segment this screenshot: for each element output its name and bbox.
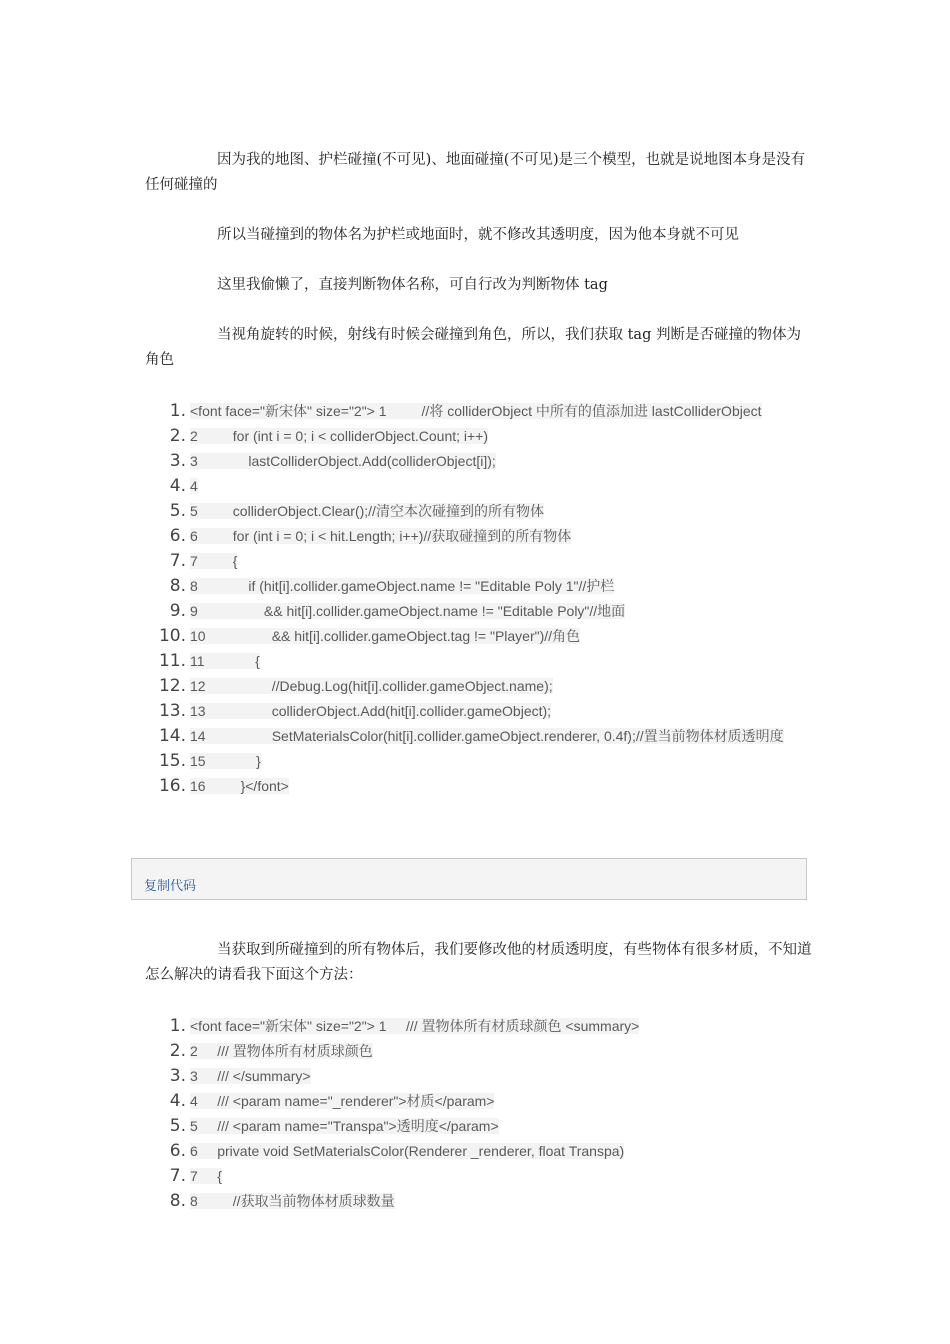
line-number: 16. bbox=[158, 776, 186, 796]
line-number: 12. bbox=[158, 676, 186, 696]
code-line bbox=[150, 1065, 820, 1087]
code-text-content: 7 { bbox=[190, 1168, 222, 1184]
code-text bbox=[190, 1190, 820, 1212]
code-text bbox=[190, 750, 820, 772]
code-text bbox=[190, 400, 820, 422]
code-text bbox=[190, 725, 820, 747]
code-line bbox=[150, 1015, 820, 1037]
code-text bbox=[190, 450, 820, 472]
line-number: 2. bbox=[169, 1041, 186, 1061]
paragraph-camera-rotation: 当视角旋转的时候，射线有时候会碰撞到角色，所以，我们获取 tag 判断是否碰撞的物体为角色 bbox=[145, 327, 801, 368]
code-text bbox=[190, 675, 820, 697]
copy-code-link[interactable]: 复制代码 bbox=[144, 879, 197, 894]
code-block-1 bbox=[150, 400, 820, 800]
code-text bbox=[190, 625, 820, 647]
code-line bbox=[150, 450, 820, 472]
code-line bbox=[150, 1165, 820, 1187]
code-block-2 bbox=[150, 1015, 820, 1215]
code-text-content: 4 bbox=[190, 478, 198, 494]
code-text-content: 9 && hit[i].collider.gameObject.name != "Editable Poly"//地面 bbox=[190, 603, 626, 619]
code-line bbox=[150, 1140, 820, 1162]
code-line bbox=[150, 1090, 820, 1112]
paragraph-materials: 当获取到所碰撞到的所有物体后，我们要修改他的材质透明度，有些物体有很多材质，不知道怎么解决的请看我下面这个方法： bbox=[145, 942, 812, 983]
code-line bbox=[150, 675, 820, 697]
code-line bbox=[150, 400, 820, 422]
code-text bbox=[190, 550, 820, 572]
code-text bbox=[190, 1090, 820, 1112]
line-number: 9. bbox=[169, 601, 186, 621]
code-text-content: 16 }</font> bbox=[190, 778, 289, 794]
code-text-content: 5 colliderObject.Clear();//清空本次碰撞到的所有物体 bbox=[190, 503, 544, 519]
code-text bbox=[190, 1115, 820, 1137]
code-line bbox=[150, 500, 820, 522]
code-text-content: 3 lastColliderObject.Add(colliderObject[i]); bbox=[190, 453, 496, 469]
code-line bbox=[150, 700, 820, 722]
code-text-content: 8 if (hit[i].collider.gameObject.name != "Editable Poly 1"//护栏 bbox=[190, 578, 615, 594]
line-number: 13. bbox=[158, 701, 186, 721]
paragraph-map-collision: 因为我的地图、护栏碰撞(不可见)、地面碰撞(不可见)是三个模型，也就是说地图本身是没有任何碰撞的 bbox=[145, 152, 806, 193]
code-text bbox=[190, 525, 820, 547]
code-text-content: 13 colliderObject.Add(hit[i].collider.gameObject); bbox=[190, 703, 552, 719]
code-text-content: 10 && hit[i].collider.gameObject.tag != "Player")//角色 bbox=[190, 628, 581, 644]
line-number: 5. bbox=[169, 1116, 186, 1136]
line-number: 5. bbox=[169, 501, 186, 521]
code-line bbox=[150, 1190, 820, 1212]
line-number: 10. bbox=[158, 626, 186, 646]
paragraph-invisible-objects: 所以当碰撞到的物体名为护栏或地面时，就不修改其透明度，因为他本身就不可见 bbox=[217, 227, 739, 243]
code-text bbox=[190, 700, 820, 722]
code-text bbox=[190, 500, 820, 522]
code-text-content: 8 //获取当前物体材质球数量 bbox=[190, 1193, 395, 1209]
line-number: 11. bbox=[158, 651, 186, 671]
line-number: 14. bbox=[158, 726, 186, 746]
line-number: 2. bbox=[169, 426, 186, 446]
code-text-content: 7 { bbox=[190, 553, 238, 569]
code-text-content: 14 SetMaterialsColor(hit[i].collider.gameObject.renderer, 0.4f);//置当前物体材质透明度 bbox=[190, 728, 784, 744]
line-number: 3. bbox=[169, 451, 186, 471]
code-text-content: <font face="新宋体" size="2"> 1 //将 colliderObject 中所有的值添加进 lastColliderObject bbox=[190, 403, 762, 419]
code-line bbox=[150, 775, 820, 797]
code-line bbox=[150, 650, 820, 672]
code-line bbox=[150, 525, 820, 547]
copy-code-bar bbox=[131, 858, 807, 900]
code-text bbox=[190, 425, 820, 447]
code-text-content: 11 { bbox=[190, 653, 260, 669]
code-text bbox=[190, 600, 820, 622]
code-text bbox=[190, 650, 820, 672]
line-number: 3. bbox=[169, 1066, 186, 1086]
line-number: 8. bbox=[169, 1191, 186, 1211]
line-number: 15. bbox=[158, 751, 186, 771]
code-text-content: 5 /// <param name="Transpa">透明度</param> bbox=[190, 1118, 499, 1134]
code-text-content: 12 //Debug.Log(hit[i].collider.gameObject.name); bbox=[190, 678, 553, 694]
line-number: 6. bbox=[169, 1141, 186, 1161]
code-text-content: 2 /// 置物体所有材质球颜色 bbox=[190, 1043, 373, 1059]
code-line bbox=[150, 725, 820, 747]
code-text bbox=[190, 475, 820, 497]
code-text-content: 6 for (int i = 0; i < hit.Length; i++)//获取碰撞到的所有物体 bbox=[190, 528, 572, 544]
code-text-content: 3 /// </summary> bbox=[190, 1068, 311, 1084]
code-line bbox=[150, 1040, 820, 1062]
code-line bbox=[150, 1115, 820, 1137]
code-text bbox=[190, 575, 820, 597]
code-text bbox=[190, 1065, 820, 1087]
code-line bbox=[150, 600, 820, 622]
code-text-content: 6 private void SetMaterialsColor(Renderer _renderer, float Transpa) bbox=[190, 1143, 625, 1159]
code-text-content: <font face="新宋体" size="2"> 1 /// 置物体所有材质球颜色 <summary> bbox=[190, 1018, 640, 1034]
code-line bbox=[150, 550, 820, 572]
line-number: 1. bbox=[169, 401, 186, 421]
code-text bbox=[190, 1040, 820, 1062]
code-text-content: 2 for (int i = 0; i < colliderObject.Count; i++) bbox=[190, 428, 489, 444]
paragraph-lazy-note: 这里我偷懒了，直接判断物体名称，可自行改为判断物体 tag bbox=[217, 277, 608, 293]
code-line bbox=[150, 475, 820, 497]
code-text bbox=[190, 1015, 820, 1037]
code-text bbox=[190, 1165, 820, 1187]
line-number: 8. bbox=[169, 576, 186, 596]
code-text bbox=[190, 775, 820, 797]
line-number: 7. bbox=[169, 1166, 186, 1186]
line-number: 6. bbox=[169, 526, 186, 546]
line-number: 1. bbox=[169, 1016, 186, 1036]
code-text bbox=[190, 1140, 820, 1162]
code-line bbox=[150, 575, 820, 597]
code-text-content: 4 /// <param name="_renderer">材质</param> bbox=[190, 1093, 495, 1109]
code-line bbox=[150, 625, 820, 647]
code-line bbox=[150, 750, 820, 772]
code-text-content: 15 } bbox=[190, 753, 261, 769]
code-line bbox=[150, 425, 820, 447]
line-number: 4. bbox=[169, 476, 186, 496]
line-number: 4. bbox=[169, 1091, 186, 1111]
line-number: 7. bbox=[169, 551, 186, 571]
